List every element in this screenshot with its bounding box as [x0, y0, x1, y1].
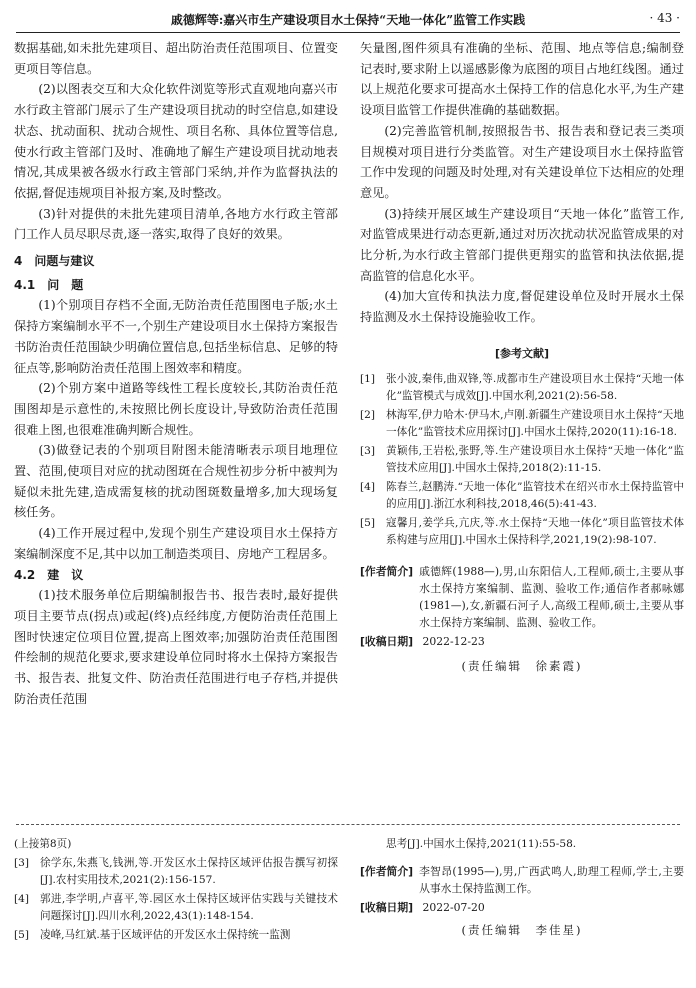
paragraph: (3)做登记表的个别项目附图未能清晰表示项目地理位置、范围,使项目对应的扰动图斑在合规性初步分析中被判为疑似未批先建,造成需复核的扰动图斑数量增多,加大现场复核任务。 — [14, 443, 338, 520]
reference-item — [360, 479, 684, 513]
author-info — [360, 863, 684, 897]
paragraph: (4)工作开展过程中,发现个别生产建设项目水土保持方案编制深度不足,其中以加工制造类项目、房地产工程居多。 — [14, 526, 338, 561]
paragraph: (2)个别方案中道路等线性工程长度较长,其防治责任范围图却是示意性的,未按照比例长度设计,导致防治责任范围很难上图,也很难准确判断合规性。 — [14, 381, 338, 437]
reference-text: 黄颖伟,王岩松,张野,等.生产建设项目水土保持“天地一体化”监管技术应用[J].中国水土保持,2018(2):11-15. — [386, 444, 684, 474]
paragraph: (2)完善监管机制,按照报告书、报告表和登记表三类项目规模对项目进行分类监管。对生产建设项目水土保持监管工作中发现的问题及时处理,对有关建设单位下达相应的处理意见。 — [360, 123, 684, 200]
reference-text: 陈春兰,赵鹏涛.“天地一体化”监管技术在绍兴市水土保持监管中的应用[J].浙江水利科技,2018,46(5):41-43. — [386, 480, 684, 510]
subsection-heading: 4.2 建 议 — [14, 567, 84, 582]
reference-item — [14, 927, 338, 944]
paragraph: (1)技术服务单位后期编制报告书、报告表时,最好提供项目主要节点(拐点)或起(终)点经纬度,方便防治责任范围上图时快速定位项目位置,提高上图效率;加强防治责任范围图件绘制的规范化要求,要求建设单位同时将水土保持方案报告书、报告表、批复文件、防治责任范围进行电子存档,并提供防治责任范围 — [14, 588, 338, 706]
reference-number: [1] — [360, 372, 376, 385]
date-label: [收稿日期] — [360, 901, 414, 914]
reference-text: 郭进,李学明,卢喜平,等.园区水土保持区域评估实践与关键技术问题探讨[J].四川水利,2022,43(1):148-154. — [40, 893, 338, 922]
reference-number: [3] — [360, 444, 376, 457]
reference-text: 林海军,伊力哈木·伊马木,卢刚.新疆生产建设项目水土保持“天地一体化”监管技术应用探讨[J].中国水土保持,2020(11):16-18. — [386, 408, 684, 438]
author-text: 戚德辉(1988—),男,山东阳信人,工程师,硕士,主要从事水土保持方案编制、监测、验收工作;通信作者郝咏娜(1981—),女,新疆石河子人,高级工程师,硕士,主要从事水土保持方案编制、监测、验收工作。 — [419, 564, 684, 629]
paragraph: (3)持续开展区域生产建设项目“天地一体化”监管工作,对监管成果进行动态更新,通过对历次扰动状况监管成果的对比分析,为水行政主管部门提供更翔实的监管和执法依据,提高监管的信息化水平。 — [360, 206, 684, 283]
paragraph: 数据基础,如未批先建项目、超出防治责任范围项目、位置变更项目等信息。 — [14, 41, 338, 76]
received-date — [360, 633, 684, 650]
continued-note: (上接第8页) — [14, 838, 72, 850]
page-number: · 43 · — [649, 11, 680, 25]
paragraph: 矢量图,图件须具有准确的坐标、范围、地点等信息;编制登记表时,要求附上以遥感影像为底图的项目占地红线图。通过以上规范化要求可提高水土保持工作的信息化水平,为生产建设项目监管工作提供准确的基础数据。 — [360, 41, 684, 118]
date-value: 2022-12-23 — [422, 634, 485, 648]
reference-text: 寇馨月,姜学兵,亢庆,等.水土保持“天地一体化”项目监管技术体系构建与应用[J].中国水土保持科学,2021,19(2):98-107. — [386, 516, 684, 546]
received-date — [360, 899, 684, 916]
continued-references — [14, 832, 338, 946]
reference-number: [5] — [14, 929, 30, 941]
left-column — [14, 38, 338, 710]
reference-item — [360, 443, 684, 477]
reference-number: [5] — [360, 516, 376, 529]
author-label: [作者简介] — [360, 564, 414, 578]
responsible-editor: (责任编辑 徐素霞) — [461, 658, 583, 673]
running-header — [16, 6, 680, 33]
date-label: [收稿日期] — [360, 634, 414, 648]
reference-number: [4] — [360, 480, 376, 493]
author-info — [360, 563, 684, 631]
reference-list — [360, 371, 684, 549]
reference-item — [14, 891, 338, 925]
subsection-heading: 4.1 问 题 — [14, 277, 84, 292]
section-divider — [16, 824, 680, 825]
responsible-editor: (责任编辑 李佳星) — [461, 923, 583, 937]
reference-item — [360, 407, 684, 441]
author-text: 李智昂(1995—),男,广西武鸣人,助理工程师,学士,主要从事水土保持监测工作。 — [419, 865, 684, 895]
reference-continuation: 思考[J].中国水土保持,2021(11):55-58. — [386, 838, 577, 850]
reference-number: [4] — [14, 893, 30, 905]
paragraph: (4)加大宣传和执法力度,督促建设单位及时开展水土保持监测及水土保持设施验收工作。 — [360, 289, 684, 325]
reference-item — [360, 371, 684, 405]
reference-number: [2] — [360, 408, 376, 421]
reference-text: 张小波,秦伟,曲双锋,等.成都市生产建设项目水土保持“天地一体化”监管模式与成效[J].中国水利,2021(2):56-58. — [386, 372, 684, 402]
paragraph: (2)以图表交互和大众化软件浏览等形式直观地向嘉兴市水行政主管部门展示了生产建设项目扰动的时空信息,如建设状态、扰动面积、扰动合规性、项目名称、具体位置等信息,使水行政主管部门及时、准确地了解生产建设项目扰动地表情况,其成果被各级水行政主管部门采纳,并作为监督执法的依据,督促违规项目补报方案,及时整改。 — [14, 82, 338, 200]
right-column — [360, 38, 684, 676]
references-heading: [参考文献] — [494, 346, 550, 360]
reference-text: 徐学东,朱燕飞,钱洲,等.开发区水土保持区域评估报告撰写初探[J].农村实用技术,2021(2):156-157. — [40, 857, 338, 886]
paragraph: (1)个别项目存档不全面,无防治责任范围图电子版;水土保持方案编制水平不一,个别生产建设项目水土保持方案报告书防治责任范围缺少明确位置信息,包括坐标信息、足够的特征点等,影响防治责任范围上图效率和精度。 — [14, 298, 338, 375]
continued-article-end — [360, 832, 684, 939]
author-label: [作者简介] — [360, 865, 414, 878]
date-value: 2022-07-20 — [422, 901, 485, 914]
reference-item — [360, 515, 684, 549]
reference-item — [14, 855, 338, 889]
header-title: 戚德辉等:嘉兴市生产建设项目水土保持“天地一体化”监管工作实践 — [170, 13, 526, 27]
paragraph: (3)针对提供的未批先建项目清单,各地方水行政主管部门工作人员尽职尽责,逐一落实,取得了良好的效果。 — [14, 206, 338, 242]
reference-number: [3] — [14, 857, 30, 869]
section-heading: 4 问题与建议 — [14, 254, 95, 269]
reference-text: 凌峰,马红斌.基于区域评估的开发区水土保持统一监测 — [40, 929, 291, 941]
